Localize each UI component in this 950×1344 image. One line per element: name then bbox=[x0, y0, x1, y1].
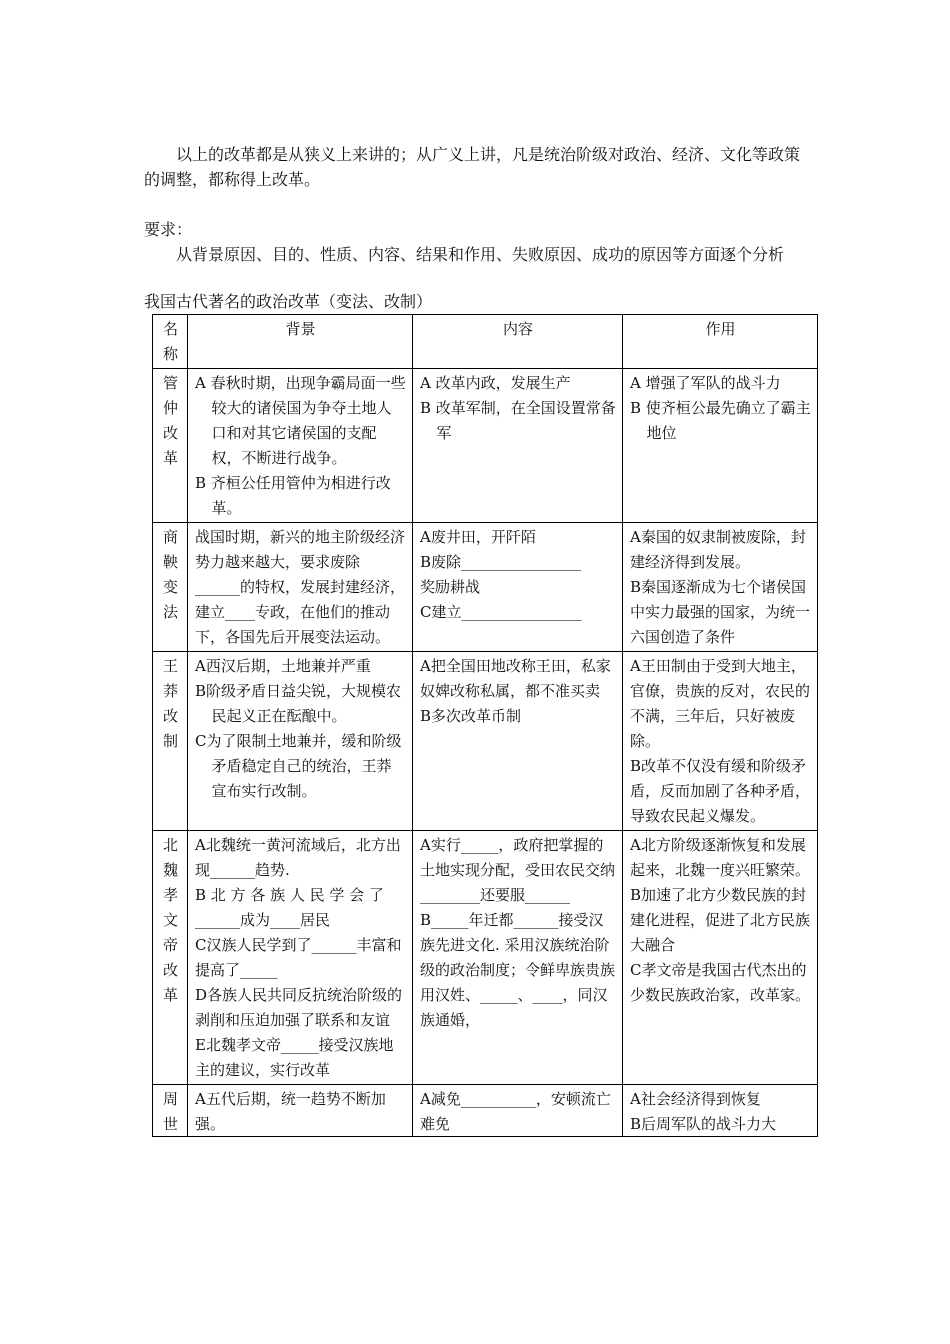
reform-content: A实行_____，政府把掌握的土地实现分配，受田农民交纳________还要服______ B_____年迁都______接受汉族先进文化. 采用汉族统治阶级的政治制度；令鲜卑族贵族用汉姓、_____、____，同汉族通婚， bbox=[413, 831, 623, 1085]
reform-effect: A王田制由于受到大地主，官僚，贵族的反对，农民的不满，三年后，只好被废除。 B改革不仅没有缓和阶级矛盾，反而加剧了各种矛盾，导致农民起义爆发。 bbox=[623, 652, 818, 831]
table-row bbox=[153, 652, 818, 831]
reform-effect: A社会经济得到恢复 B后周军队的战斗力大 bbox=[623, 1085, 818, 1137]
requirement-text: 从背景原因、目的、性质、内容、结果和作用、失败原因、成功的原因等方面逐个分析 bbox=[176, 245, 785, 264]
reform-background: A五代后期，统一趋势不断加强。 bbox=[188, 1085, 413, 1137]
table-row bbox=[153, 831, 818, 1085]
table-row bbox=[153, 523, 818, 652]
table-row bbox=[153, 369, 818, 523]
reform-table bbox=[152, 314, 818, 1137]
reform-effect: A秦国的奴隶制被废除，封建经济得到发展。 B秦国逐渐成为七个诸侯国中实力最强的国家，为统一六国创造了条件 bbox=[623, 523, 818, 652]
intro-paragraph: 以上的改革都是从狭义上来讲的；从广义上讲，凡是统治阶级对政治、经济、文化等政策的调整，都称得上改革。 bbox=[144, 145, 801, 189]
reform-name: 北魏孝文帝改革 bbox=[153, 831, 188, 1085]
reform-content: A减免__________，安顿流亡难免 bbox=[413, 1085, 623, 1137]
reform-effect: A 增强了军队的战斗力 B 使齐桓公最先确立了霸主地位 bbox=[623, 369, 818, 523]
header-effect: 作用 bbox=[623, 315, 818, 369]
header-name: 名称 bbox=[153, 315, 188, 369]
table-caption: 我国古代著名的政治改革（变法、改制） bbox=[144, 292, 433, 311]
reform-background: A北魏统一黄河流域后，北方出现______趋势. B 北 方 各 族 人 民 学 会 了______成为____居民 C汉族人民学到了______丰富和提高了_____ D各族人民共同反抗统治阶级的剥削和压迫加强了联系和友谊 E北魏孝文帝_____接受汉族地主的建议，实行改革 bbox=[188, 831, 413, 1085]
reform-content: A 改革内政，发展生产 B 改革军制，在全国设置常备军 bbox=[413, 369, 623, 523]
header-content: 内容 bbox=[413, 315, 623, 369]
reform-effect: A北方阶级逐渐恢复和发展起来，北魏一度兴旺繁荣。 B加速了北方少数民族的封建化进程，促进了北方民族大融合 C孝文帝是我国古代杰出的少数民族政治家，改革家。 bbox=[623, 831, 818, 1085]
requirement-label: 要求： bbox=[144, 220, 193, 239]
reform-background: A 春秋时期，出现争霸局面一些较大的诸侯国为争夺土地人口和对其它诸侯国的支配权，不断进行战争。 B 齐桓公任用管仲为相进行改革。 bbox=[188, 369, 413, 523]
reform-name: 管仲改革 bbox=[153, 369, 188, 523]
reform-name: 商鞅变法 bbox=[153, 523, 188, 652]
reform-content: A废井田，开阡陌 B废除________________ 奖励耕战 C建立________________ bbox=[413, 523, 623, 652]
reform-name: 王莽改制 bbox=[153, 652, 188, 831]
table-row bbox=[153, 1085, 818, 1137]
reform-name: 周世 bbox=[153, 1085, 188, 1137]
header-background: 背景 bbox=[188, 315, 413, 369]
table-header-row bbox=[153, 315, 818, 369]
reform-content: A把全国田地改称王田，私家奴婢改称私属，都不准买卖 B多次改革币制 bbox=[413, 652, 623, 831]
reform-background: A西汉后期，土地兼并严重 B阶级矛盾日益尖锐，大规模农民起义正在酝酿中。 C为了限制土地兼并，缓和阶级矛盾稳定自己的统治，王莽宣布实行改制。 bbox=[188, 652, 413, 831]
reform-background: 战国时期，新兴的地主阶级经济势力越来越大，要求废除 ______的特权，发展封建经济，建立____专政，在他们的推动下，各国先后开展变法运动。 bbox=[188, 523, 413, 652]
